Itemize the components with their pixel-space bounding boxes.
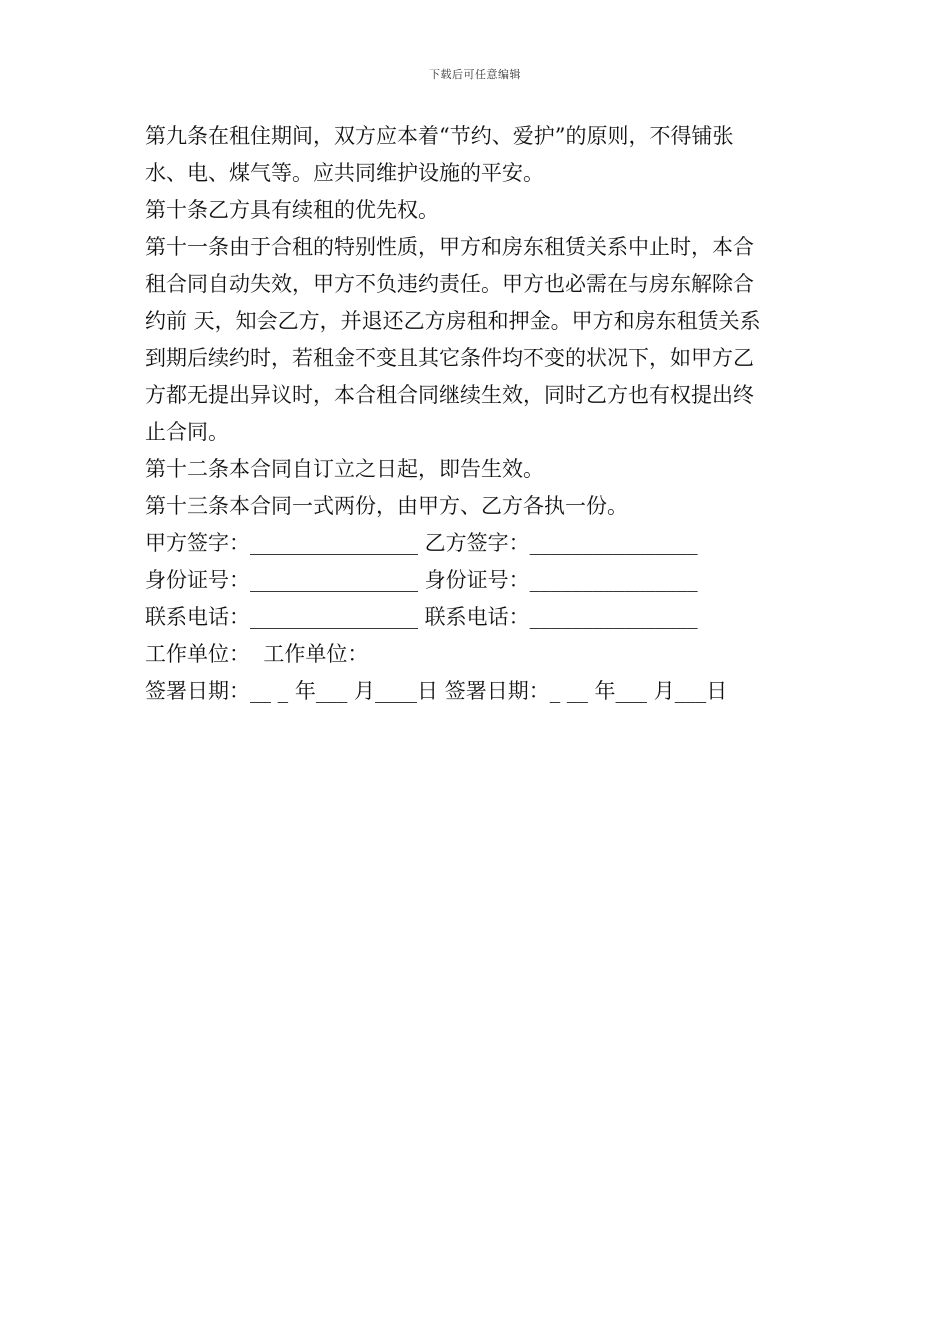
clause-11-line-1: 第十一条由于合租的特别性质，甲方和房东租赁关系中止时，本合 xyxy=(145,235,754,259)
clause-9-line-1: 第九条在租住期间，双方应本着“节约、爱护”的原则，不得铺张 xyxy=(145,124,734,148)
sign-date-line: 签署日期：__ _ 年___ 月____日 签署日期：_ __ 年___ 月___日 xyxy=(145,679,728,703)
work-unit-line: 工作单位： 工作单位： xyxy=(145,642,369,666)
clause-11-line-6: 止合同。 xyxy=(145,420,229,444)
contract-body xyxy=(145,118,810,710)
signature-line: 甲方签字：________________ 乙方签字：________________ xyxy=(145,531,698,555)
id-number-line: 身份证号：________________ 身份证号：________________ xyxy=(145,568,698,592)
clause-11-line-3: 约前 天，知会乙方，并退还乙方房租和押金。甲方和房东租赁关系 xyxy=(145,309,761,333)
clause-10: 第十条乙方具有续租的优先权。 xyxy=(145,198,439,222)
clause-11-line-2: 租合同自动失效，甲方不负违约责任。甲方也必需在与房东解除合 xyxy=(145,272,754,296)
clause-11-line-5: 方都无提出异议时，本合租合同继续生效，同时乙方也有权提出终 xyxy=(145,383,754,407)
clause-13: 第十三条本合同一式两份，由甲方、乙方各执一份。 xyxy=(145,494,628,518)
clause-9-line-2: 水、电、煤气等。应共同维护设施的平安。 xyxy=(145,161,544,185)
clause-12: 第十二条本合同自订立之日起，即告生效。 xyxy=(145,457,544,481)
page-header-note: 下载后可任意编辑 xyxy=(429,68,521,81)
phone-line: 联系电话：________________ 联系电话：________________ xyxy=(145,605,698,629)
clause-11-line-4: 到期后续约时，若租金不变且其它条件均不变的状况下，如甲方乙 xyxy=(145,346,754,370)
